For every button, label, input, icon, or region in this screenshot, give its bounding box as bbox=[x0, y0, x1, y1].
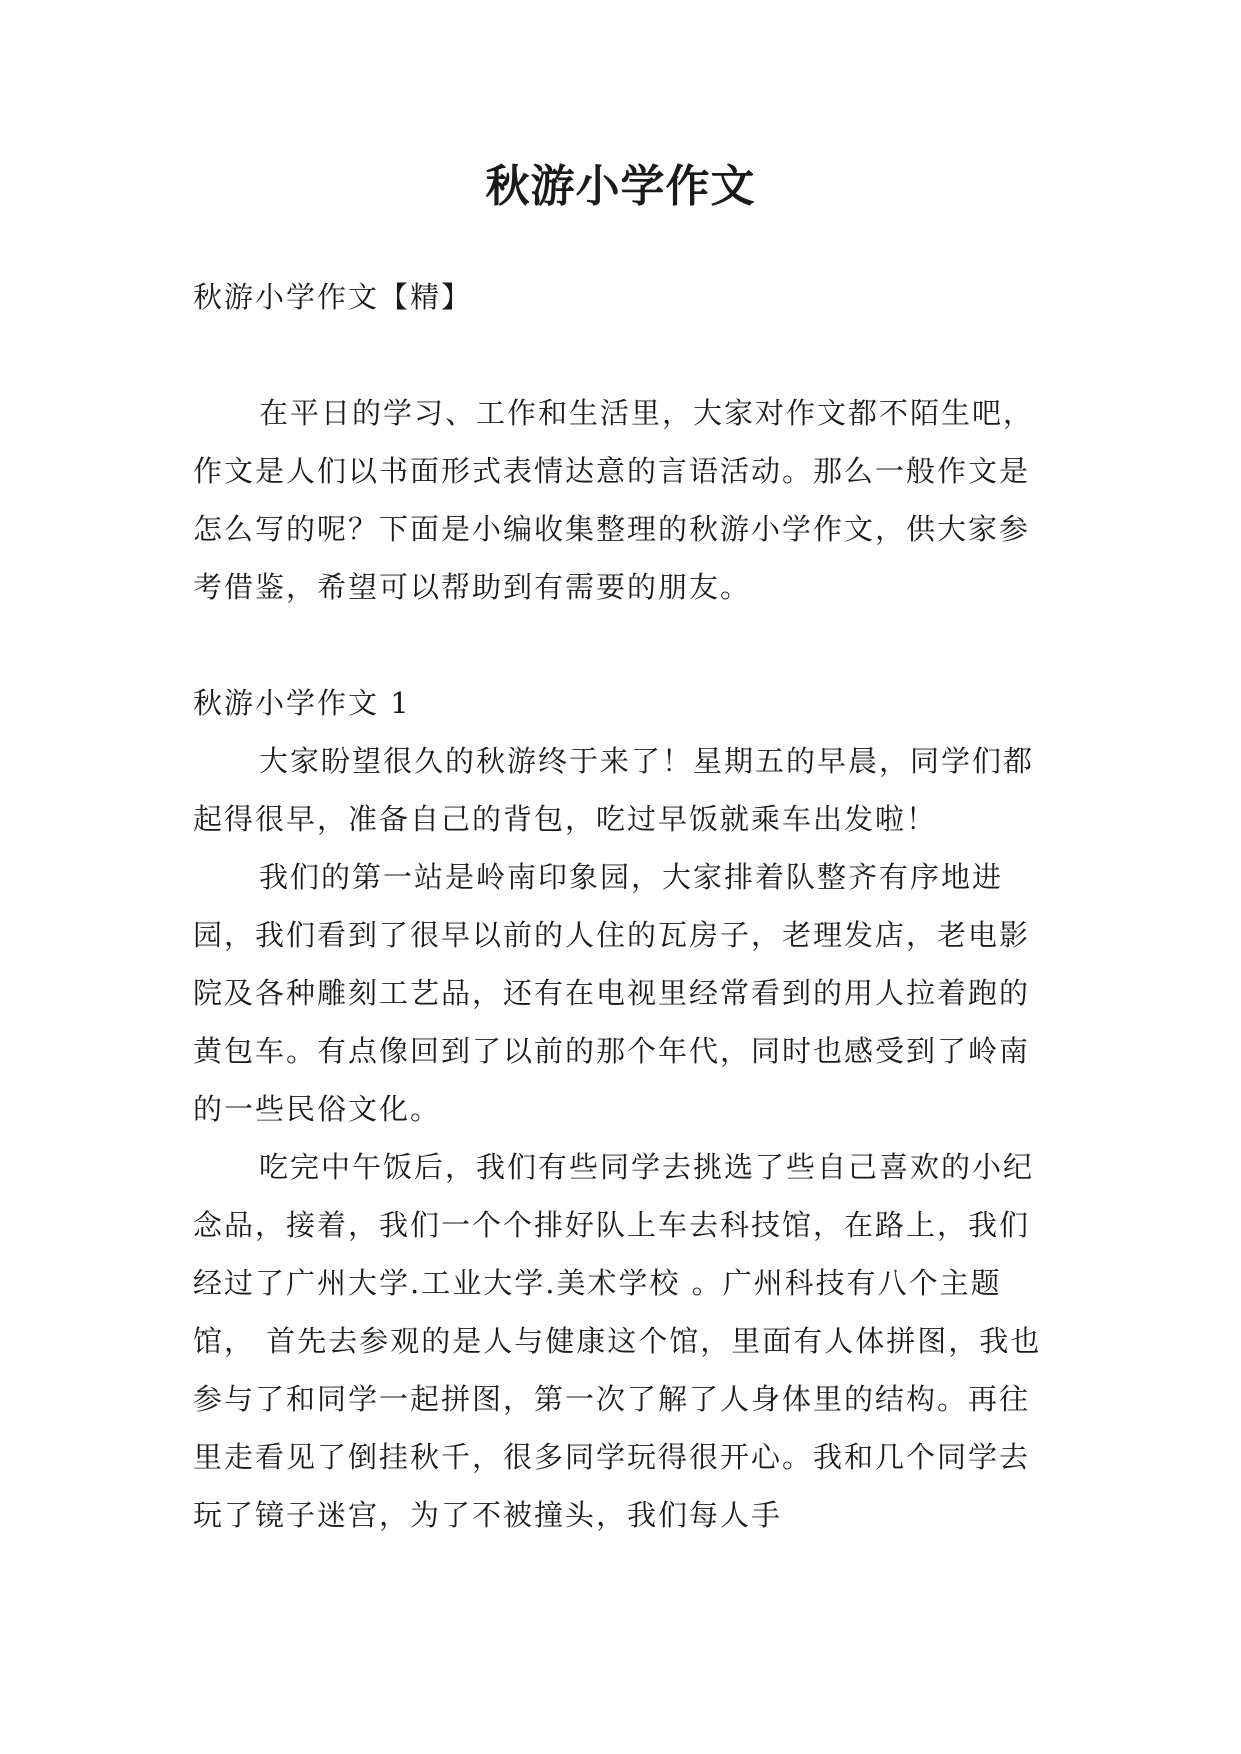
section-heading: 秋游小学作文 1 bbox=[193, 686, 411, 720]
body-paragraph: 吃完中午饭后，我们有些同学去挑选了些自己喜欢的小纪念品，接着，我们一个个排好队上车去科技馆，在路上，我们经过了广州大学.工业大学.美术学校 。广州科技有八个主题馆， 首先去参观的是人与健康这个馆，里面有人体拼图，我也参与了和同学一起拼图，第一次了解了人身体里的结构。再往里走看见了倒挂秋千，很多同学玩得很开心。我和几个同学去玩了镜子迷宫，为了不被撞头，我们每人手 bbox=[193, 1150, 1042, 1532]
document-body bbox=[193, 268, 1058, 1544]
document-title: 秋游小学作文 bbox=[485, 161, 756, 212]
body-paragraph: 大家盼望很久的秋游终于来了！星期五的早晨，同学们都起得很早，准备自己的背包，吃过早饭就乘车出发啦！ bbox=[193, 744, 1035, 836]
spacer bbox=[193, 326, 1058, 384]
document-subtitle: 秋游小学作文【精】 bbox=[193, 280, 473, 314]
body-paragraph: 我们的第一站是岭南印象园，大家排着队整齐有序地进园，我们看到了很早以前的人住的瓦房子，老理发店，老电影院及各种雕刻工艺品，还有在电视里经常看到的用人拉着跑的黄包车。有点像回到了以前的那个年代，同时也感受到了岭南的一些民俗文化。 bbox=[193, 860, 1031, 1126]
intro-paragraph: 在平日的学习、工作和生活里，大家对作文都不陌生吧，作文是人们以书面形式表情达意的言语活动。那么一般作文是怎么写的呢？下面是小编收集整理的秋游小学作文，供大家参考借鉴，希望可以帮助到有需要的朋友。 bbox=[193, 396, 1035, 604]
spacer bbox=[193, 616, 1058, 674]
